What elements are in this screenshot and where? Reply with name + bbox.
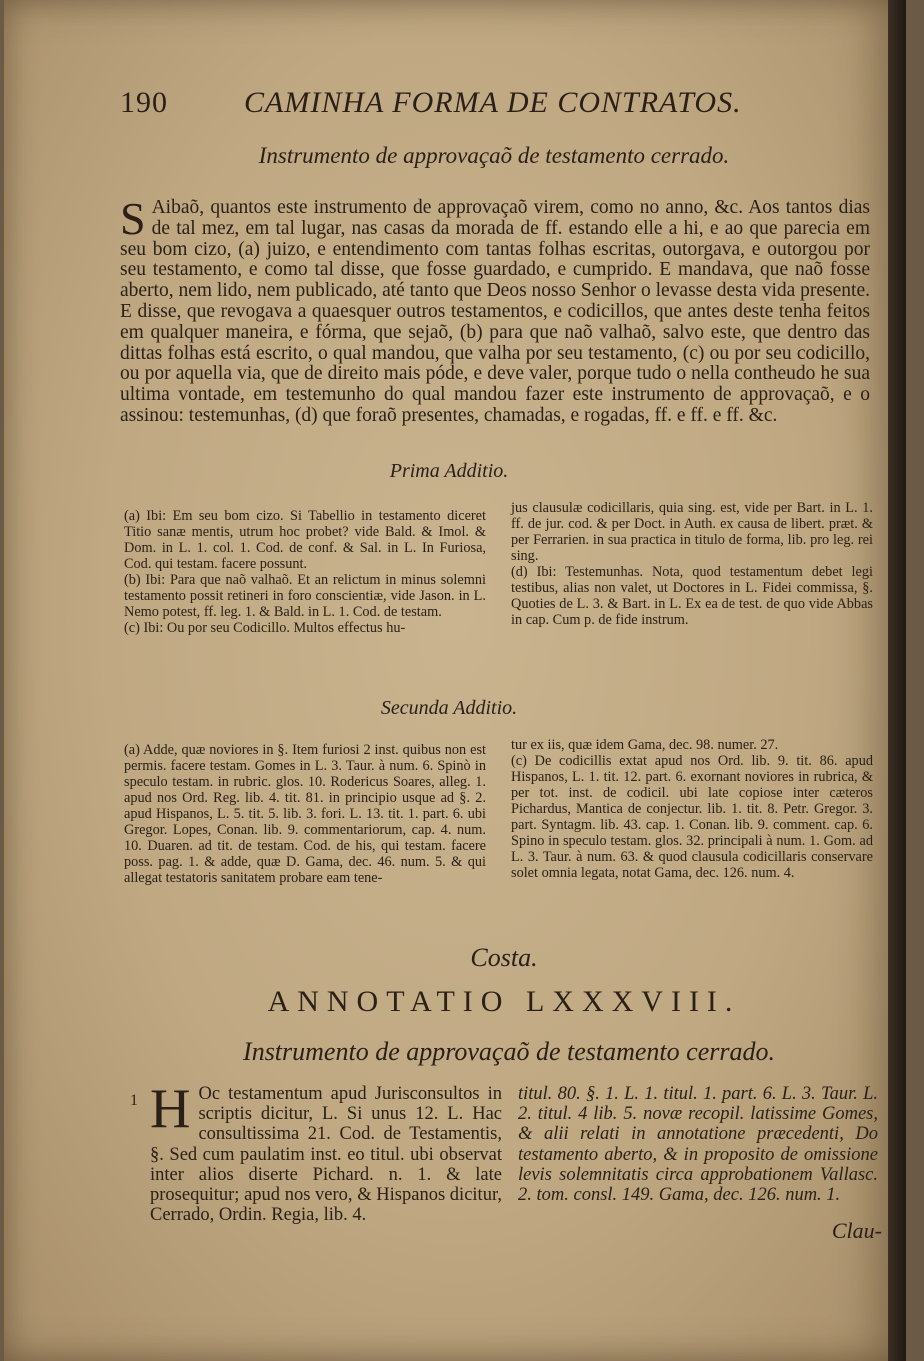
section2-right-column [518, 1084, 878, 1205]
section2-left-text: Oc testamentum apud Jurisconsultos in scriptis dicitur, L. Si unus 12. L. Hac consultissima 21. Cod. de Testamentis, §. Sed cum paulatim inst. eo titul. ubi observat inter alios diserte Pichard. n. 1. & late prosequitur; apud nos vero, & Hispanos dicitur, Cerrado, Ordin. Regia, lib. 4. [150, 1084, 502, 1226]
section2-right-text: titul. 80. §. 1. L. 1. titul. 1. part. 6. L. 3. Taur. L. 2. titul. 4 lib. 5. novæ recopil. latissime Gomes, & alii relati in annotatione præcedenti, Do testamento aberto, & in proposito de omissione levis solemnitatis circa approbationem Vallasc. 2. tom. consl. 149. Gama, dec. 126. num. 1. [518, 1084, 878, 1206]
section1-body [120, 193, 871, 427]
annotatio-heading: ANNOTATIO LXXXVIII. [267, 985, 741, 1018]
section2-heading: Instrumento de approvaçaõ de testamento cerrado. [243, 1037, 775, 1066]
drop-cap-s: S [120, 193, 146, 244]
section1-paragraph: Aibaõ, quantos este instrumento de approvaçaõ virem, como no anno, &c. Aos tantos dias de tal mez, em tal lugar, nas casas da morada de ff. estando elle a hi, e ao que parecia em seu bom cizo, (a) juizo, e entendimento com tantas folhas escritas, outorgava, e outorgou por seu testamento, e como tal disse, que fosse guardado, e cumprido. E mandava, que naõ fosse aberto, nem lido, nem publicado, até tanto que Deos nosso Senhor o levasse desta vida presente. E disse, que revogava a quaesquer outros testamentos, e codicillos, que antes deste tenha feitos em qualquer maneira, e fórma, que sejaõ, (b) para que naõ valhaõ, salvo este, que dentro das dittas folhas está escrito, o qual mandou, que valha por seu testamento, (c) ou por seu codicillo, ou por aquella via, que de direito mais póde, e deve valer, porque tudo o nella contheudo he sua ultima vontade, em testemunho do qual mandou fazer este instrumento de approvaçaõ, e o assinou: testemunhas, (d) que foraõ presentes, chamadas, e rogadas, ff. e ff. e ff. &c. [120, 197, 871, 426]
costa-heading: Costa. [470, 943, 538, 972]
secunda-additio-heading: Secunda Additio. [380, 697, 518, 719]
book-binding-edge [888, 0, 906, 1361]
secunda-additio-right-column [511, 737, 873, 881]
note-a: (a) Ibi: Em seu bom cizo. Si Tabellio in testamento diceret Titio sanæ mentis, utrum hoc probet? vide Bald. & Imol. & Dom. in L. 1. col. 1. Cod. de conf. & Sal. in L. In Furiosa, Cod. qui testam. facere possunt. [124, 508, 486, 572]
section1-heading: Instrumento de approvaçaõ de testamento cerrado. [258, 143, 730, 168]
note-b: (b) Ibi: Para que naõ valhaõ. Et an relictum in minus solemni testamento possit retineri in foro conscientiæ, vide Jason. in L. Nemo potest, ff. leg. 1. & Bald. in L. 1. Cod. de testam. [124, 572, 486, 620]
running-title: CAMINHA FORMA DE CONTRATOS. [244, 86, 742, 119]
prima-additio-heading: Prima Additio. [389, 460, 509, 482]
catchword: Clau- [831, 1218, 882, 1243]
section2-left-column [150, 1078, 502, 1226]
book-page [4, 0, 906, 1361]
prima-additio-right-column [511, 500, 873, 628]
running-head [4, 82, 906, 122]
prima-additio-left-column [124, 508, 486, 636]
note-c: (c) Ibi: Ou por seu Codicillo. Multos effectus hu- [124, 620, 406, 636]
note-a2: (a) Adde, quæ noviores in §. Item furiosi 2 inst. quibus non est permis. facere testam. Gomes in L. 3. Taur. à num. 6. Spinò in speculo testam. in rubric. glos. 10. Rodericus Soares, alleg. 1. apud nos Ord. Reg. lib. 4. tit. 81. in principio usque ad §. 2. apud Hispanos, L. 5. tit. 5. lib. 3. fori. L. 13. tit. 1. part. 6. ubi Gregor. Lopes, Conan. lib. 9. commentariorum, cap. 4. num. 10. Duaren. ad tit. de testam. Cod. de his, qui testam. facere poss. pag. 1. & adde, quæ D. Gama, dec. 46. num. 5. & qui allegat testatoris sanitatem probare eam tene- [124, 742, 486, 886]
note-d: (d) Ibi: Testemunhas. Nota, quod testamentum debet legi testibus, alias non valet, ut Doctores in L. Fidei commissa, §. Quoties de L. 3. & Bart. in L. Ex ea de test. de quo vide Abbas in cap. Cum p. de fide instrum. [511, 564, 873, 628]
marginal-number: 1 [130, 1092, 138, 1109]
note-c-continued: jus clausulæ codicillaris, quia sing. est, vide per Bart. in L. 1. ff. de jur. cod. & per Doct. in Auth. ex causa de libert. præt. & per Ferrarien. in sua practica in titulo de forma, lib. pro leg. rei sing. [511, 500, 873, 564]
drop-cap-h: H [150, 1078, 191, 1140]
note-a2-continued: tur ex iis, quæ idem Gama, dec. 98. numer. 27. [511, 737, 779, 753]
note-c2: (c) De codicillis extat apud nos Ord. lib. 9. tit. 86. apud Hispanos, L. 1. tit. 12. part. 6. exornant noviores in rubrica, & per tot. inst. de codicil. ubi late copiose inter cæteros Pichardus, Mantica de conjectur. lib. 1. tit. 8. Petr. Gregor. 3. part. Syntagm. lib. 43. cap. 1. Conan. lib. 9. comment. cap. 6. Spino in speculo testam. glos. 32. principali à num. 1. Gom. ad L. 3. Taur. à num. 63. & quod clausula codicillaris conservare solet omnia legata, notat Gama, dec. 126. num. 4. [511, 753, 873, 881]
secunda-additio-left-column [124, 742, 486, 886]
page-number: 190 [120, 86, 168, 119]
